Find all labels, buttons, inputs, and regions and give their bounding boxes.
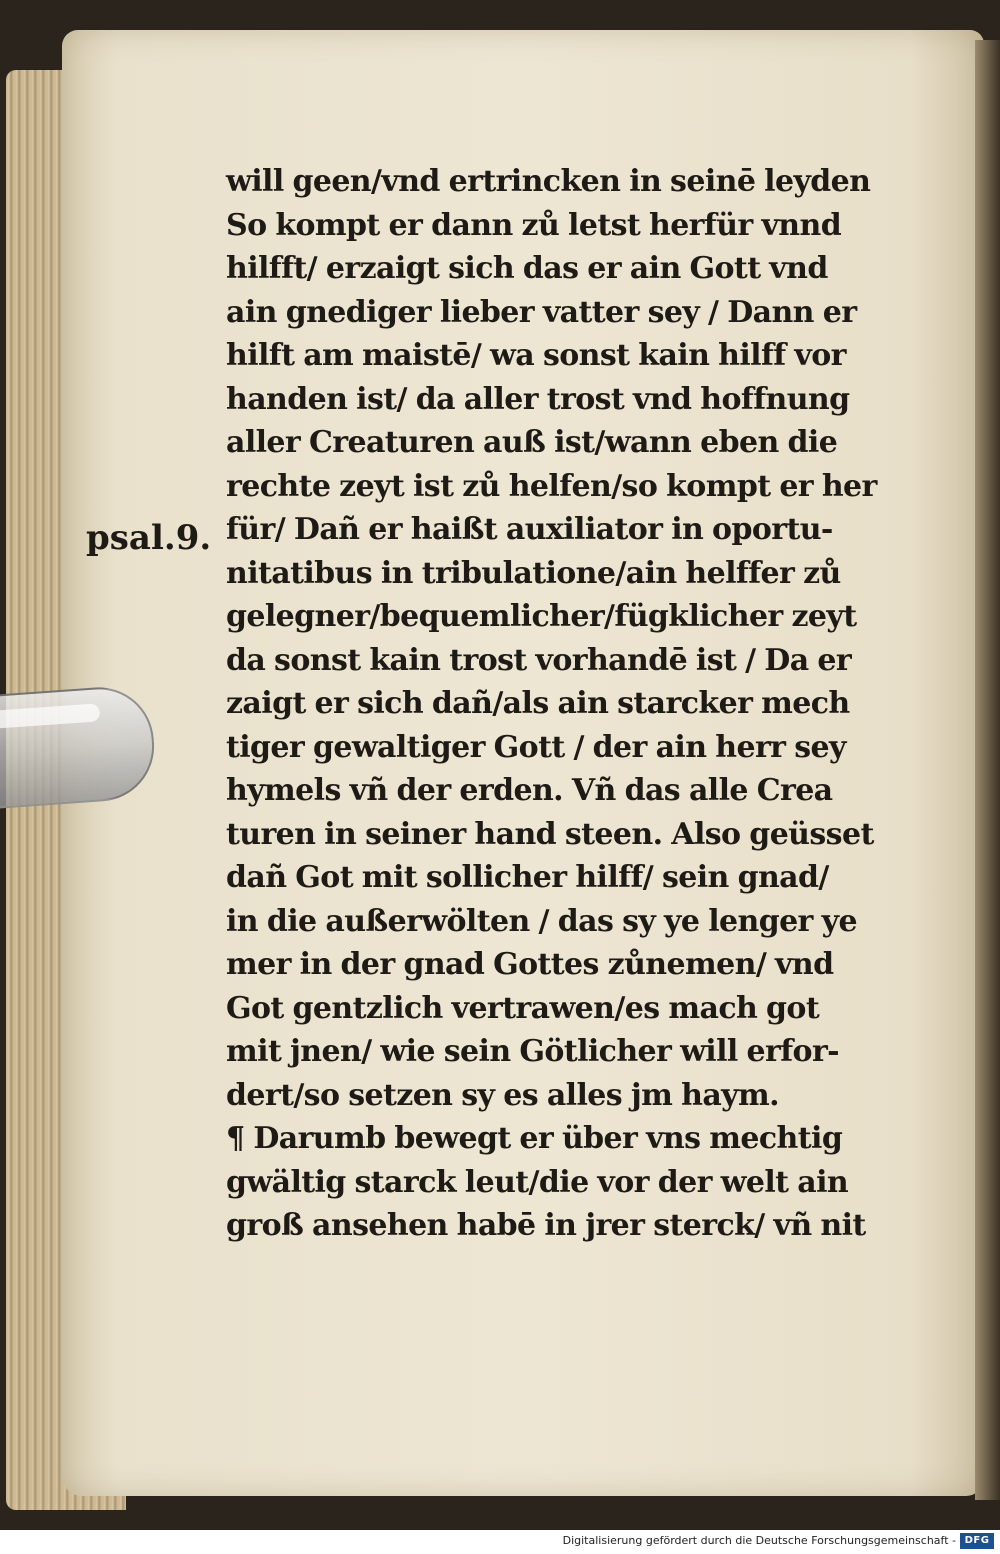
text-line: gwältig starck leut/die vor der welt ain [226,1164,849,1200]
text-line: gelegner/bequemlicher/fügklicher zeyt [226,599,857,634]
text-line: in die außerwölten / das sy ye lenger ye [226,903,857,939]
text-line: mit jnen/ wie sein Götlicher will erfor- [226,1034,840,1069]
text-line: turen in seiner hand steen. Also geüsset [226,816,874,852]
text-line: Got gentzlich vertrawen/es mach got [226,990,820,1026]
text-line: dert/so setzen sy es alles jm haym. [226,1077,779,1113]
text-line: rechte zeyt ist zů helfen/so kompt er her [226,468,877,504]
text-line: nitatibus in tribulatione/ain helffer zů [226,555,841,591]
text-line: hilft am maistē/ wa sonst kain hilff vor [226,338,846,373]
text-line: ain gnediger lieber vatter sey / Dann er [226,294,857,330]
text-line: zaigt er sich dañ/als ain starcker mech [226,686,850,721]
digitization-credit: Digitalisierung gefördert durch die Deutsche Forschungsgemeinschaft - [562,1534,956,1547]
text-line: dañ Got mit sollicher hilff/ sein gnad/ [226,860,829,895]
book-right-edge [975,40,1000,1500]
text-line: will geen/vnd ertrincken in seinē leyden [226,164,871,199]
footer-bar [0,1530,1000,1554]
text-line: So kompt er dann zů letst herfür vnnd [226,207,842,243]
text-line: groß ansehen habē in jrer sterck/ vñ nit [226,1208,866,1243]
text-line: handen ist/ da aller trost vnd hoffnung [226,381,850,417]
marginal-note: psal.9. [86,518,212,558]
text-line: hilfft/ erzaigt sich das er ain Gott vnd [226,251,828,286]
text-line: mer in der gnad Gottes zůnemen/ vnd [226,947,834,982]
text-line: ¶ Darumb bewegt er über vns mechtig [226,1121,843,1156]
main-text-block [226,160,926,1248]
text-line: für/ Dañ er haißt auxiliator in oportu- [226,512,833,547]
text-line: da sonst kain trost vorhandē ist / Da er [226,642,852,678]
dfg-logo: DFG [960,1533,994,1549]
text-line: aller Creaturen auß ist/wann eben die [226,425,838,460]
clip-highlight [0,703,100,729]
text-line: tiger gewaltiger Gott / der ain herr sey [226,729,846,765]
text-line: hymels vñ der erden. Vñ das alle Crea [226,773,833,808]
